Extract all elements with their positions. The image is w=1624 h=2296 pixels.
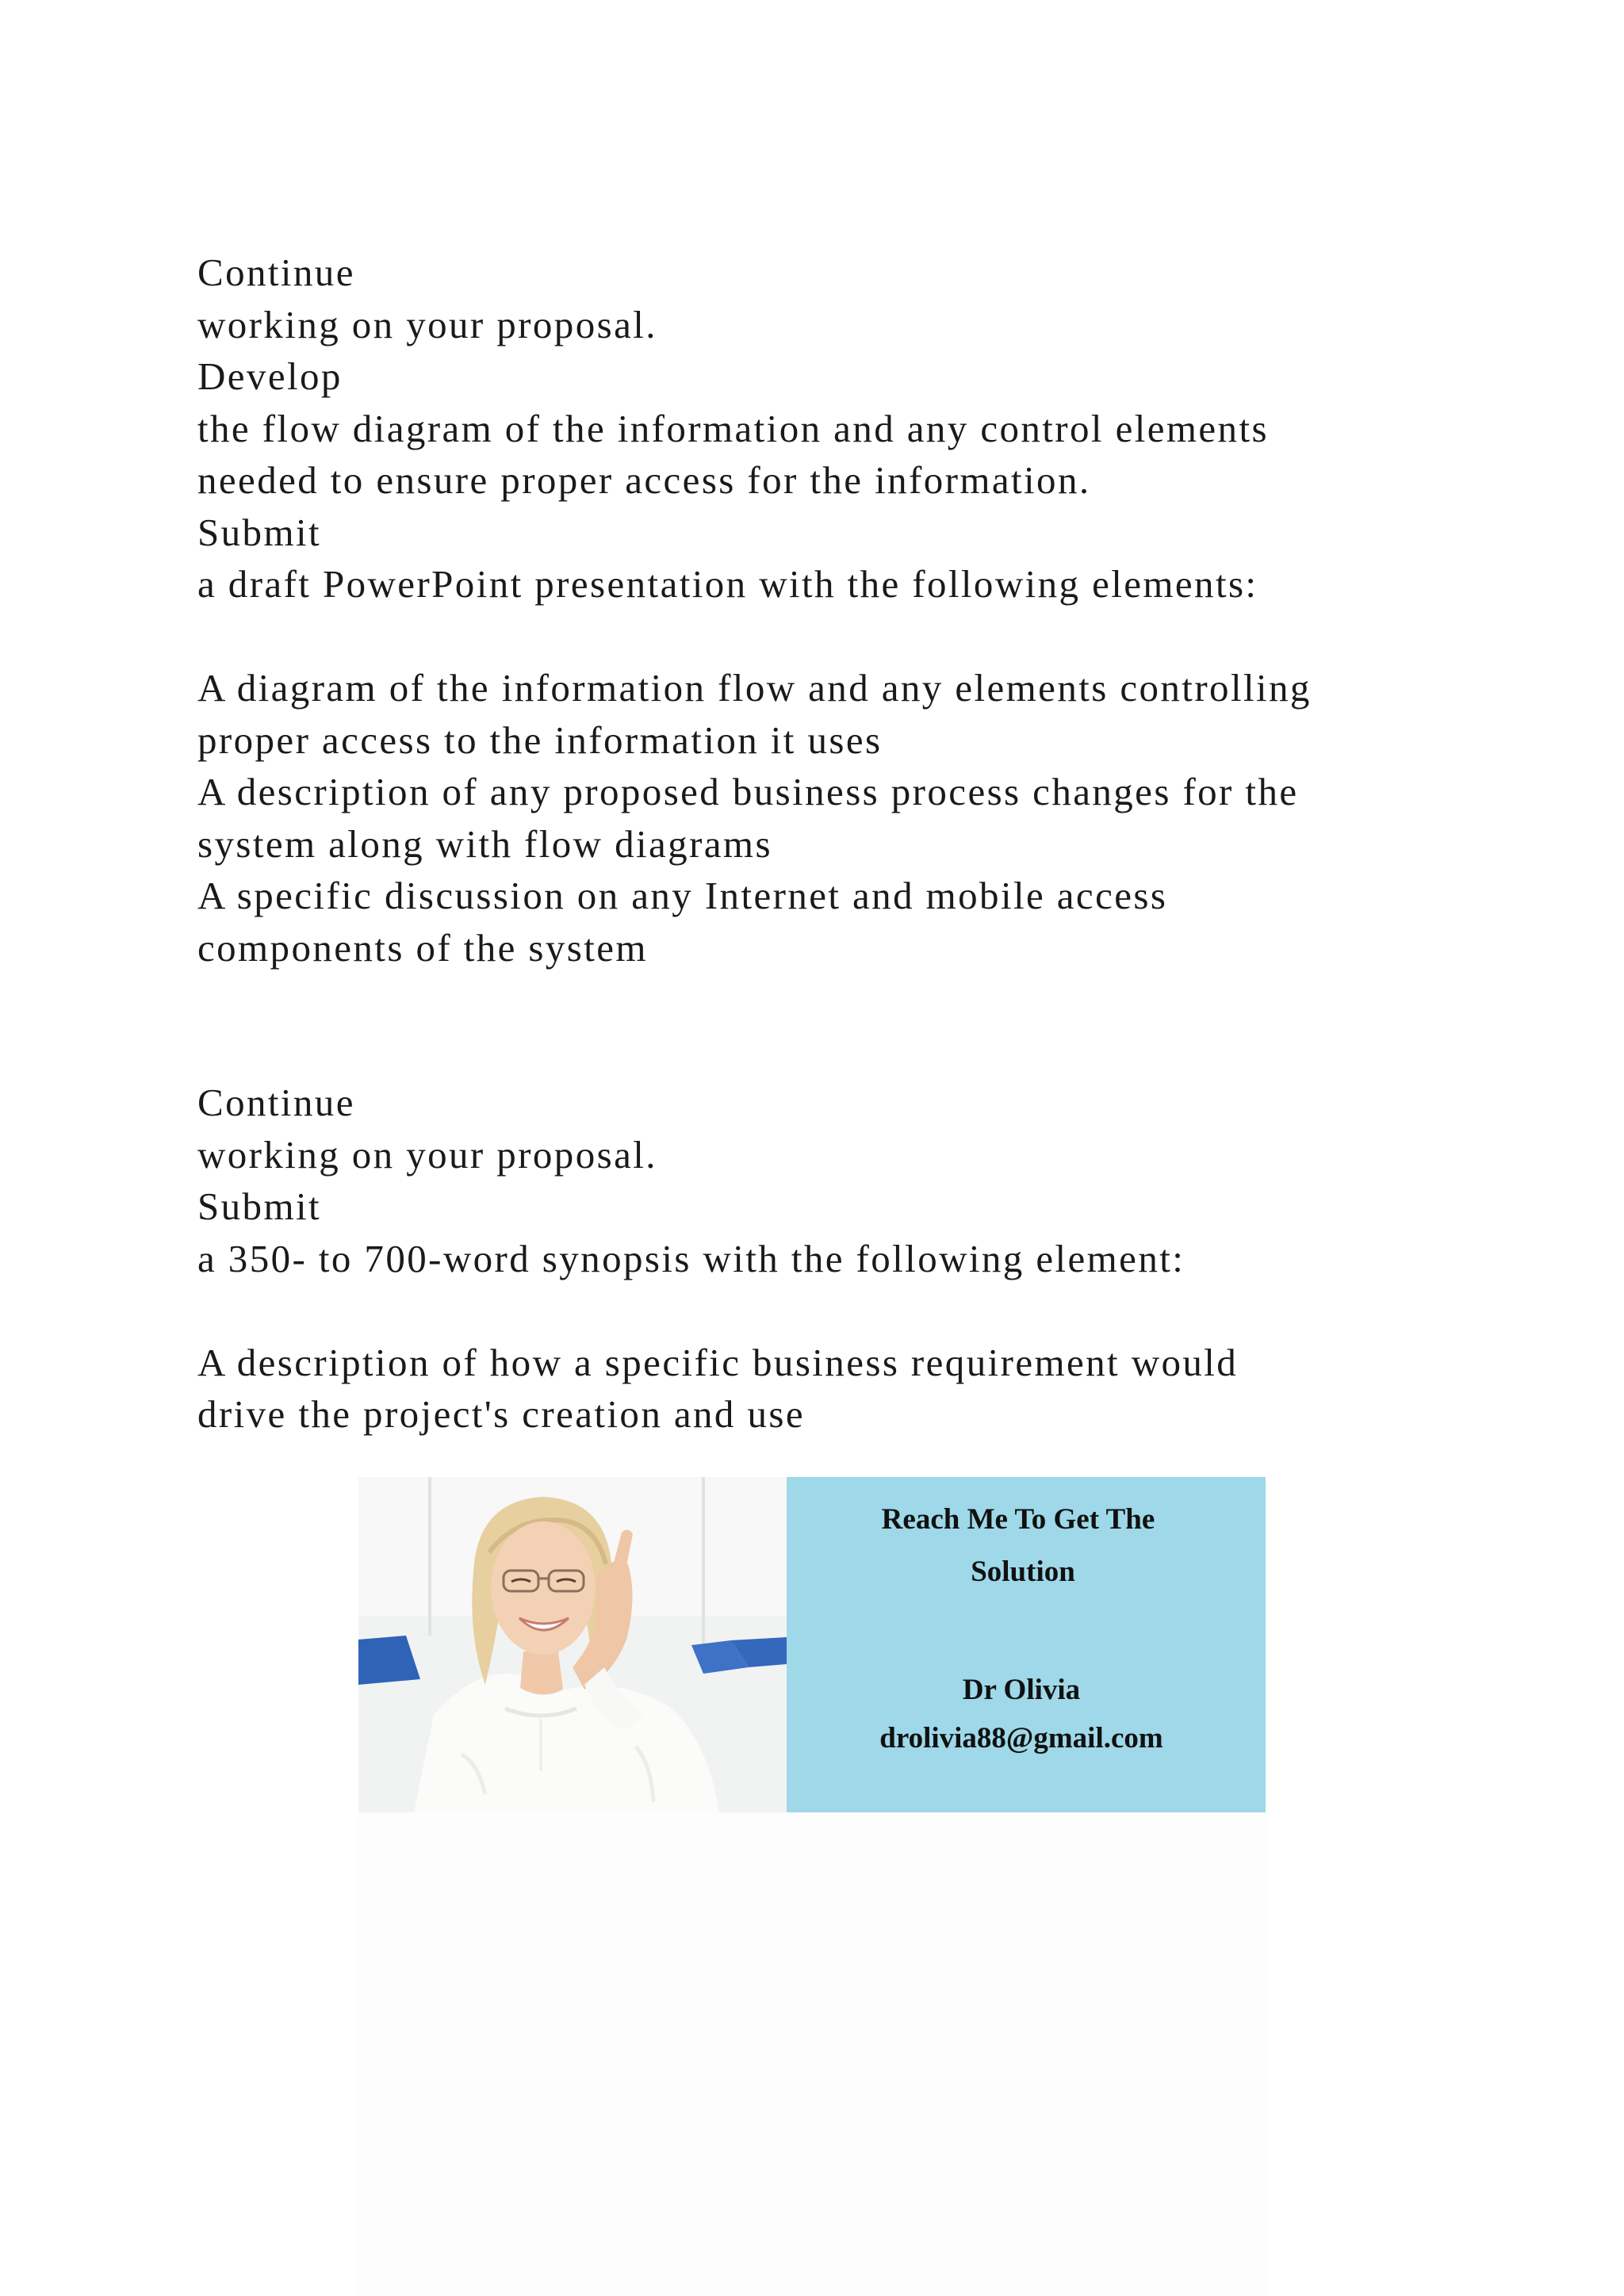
text-line: A diagram of the information flow and any elements controlling (197, 666, 1312, 710)
text-line: Continue (197, 1081, 355, 1124)
assignment-section-1 (197, 247, 1498, 974)
text-line: components of the system (197, 925, 648, 970)
text-line: Submit (197, 1184, 321, 1228)
text-line: Submit (197, 510, 321, 554)
text-line: a 350- to 700-word synopsis with the following element: (197, 1236, 1185, 1280)
banner-heading: Reach Me To Get The (881, 1503, 1155, 1536)
text-line: drive the project's creation and use (197, 1392, 805, 1436)
text-line: proper access to the information it uses (197, 718, 883, 762)
blank-line (197, 610, 1498, 663)
text-line: needed to ensure proper access for the information. (197, 458, 1091, 502)
tutor-photo (358, 1477, 787, 1812)
text-line: Develop (197, 354, 343, 398)
assignment-section-2 (197, 1077, 1498, 1441)
contact-banner (358, 1477, 1266, 1812)
tutor-photo-illustration (358, 1477, 787, 1812)
text-line: working on your proposal. (197, 302, 657, 346)
banner-heading-continued: Solution (971, 1556, 1075, 1588)
text-line: working on your proposal. (197, 1132, 657, 1177)
contact-info-panel (787, 1477, 1266, 1812)
text-line: A description of how a specific business requirement would (197, 1340, 1239, 1384)
text-line: A specific discussion on any Internet and mobile access (197, 874, 1168, 917)
blank-line (197, 1284, 1498, 1337)
contact-name: Dr Olivia (962, 1674, 1081, 1706)
text-line: system along with flow diagrams (197, 821, 772, 866)
text-line: a draft PowerPoint presentation with the following elements: (197, 562, 1258, 606)
contact-email-link[interactable]: drolivia88@gmail.com (879, 1722, 1163, 1755)
text-line: the flow diagram of the information and any control elements (197, 406, 1269, 450)
text-line: A description of any proposed business process changes for the (197, 770, 1299, 813)
text-line: Continue (197, 251, 355, 294)
image-lower-area (358, 1812, 1266, 2296)
